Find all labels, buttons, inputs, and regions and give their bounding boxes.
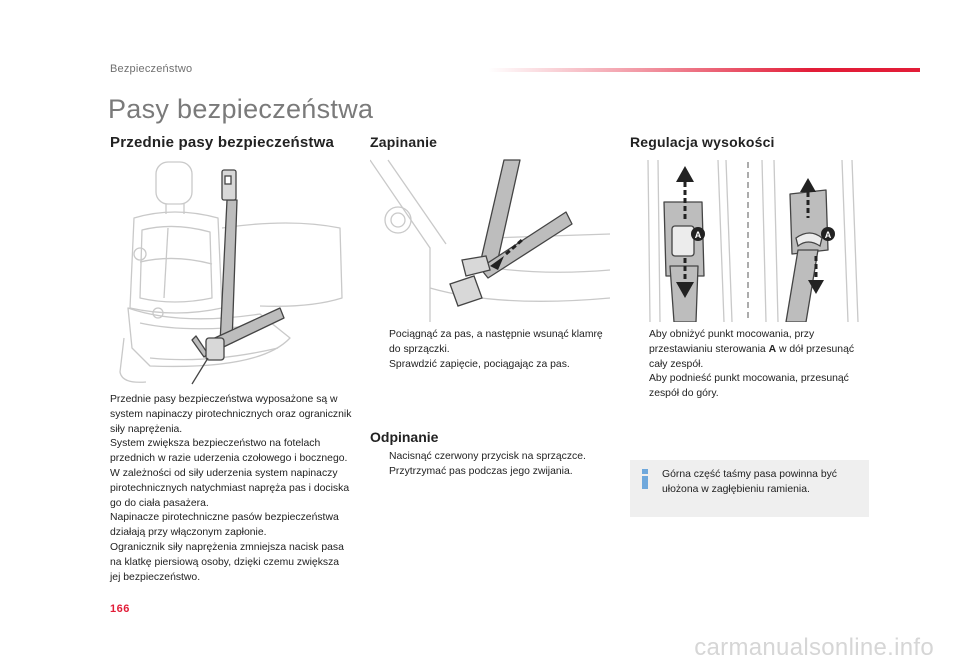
list-item-text: Aby obniżyć punkt mocowania, przy przestawianiu sterowania xyxy=(649,329,815,355)
heading-front-belts: Przednie pasy bezpieczeństwa xyxy=(110,134,335,151)
label-a-1: A xyxy=(694,230,702,240)
section-header: Bezpieczeństwo xyxy=(110,63,193,75)
list-item xyxy=(630,328,875,372)
list-item-text: w dół przesunąć cały zespół. xyxy=(649,343,855,370)
list-item-text: Sprawdzić zapięcie, pociągając za pas. xyxy=(389,358,570,370)
control-key-label: A xyxy=(768,343,777,355)
label-a-2: A xyxy=(824,230,832,240)
list-item xyxy=(370,328,610,358)
paragraph: Napinacze pirotechniczne pasów bezpieczeństwa działają przy włączonym zapłonie. xyxy=(110,512,339,539)
watermark: carmanualsonline.info xyxy=(694,634,934,661)
list-item xyxy=(630,372,875,402)
info-note-box xyxy=(630,460,869,517)
paragraph: System zwiększa bezpieczeństwo na fotelach przednich w razie uderzenia czołowego i bocznego. W zależności od siły uderzenia system napinaczy pirotechnicznych natychmiast napręża pas i dociska go do ciała pasażera. xyxy=(110,438,350,509)
heading-height-adjust: Regulacja wysokości xyxy=(630,134,775,150)
paragraph: Ogranicznik siły naprężenia zmniejsza nacisk pasa na klatkę piersiową osoby, dzięki czemu zwiększa jej bezpieczeństwo. xyxy=(110,541,344,583)
height-steps xyxy=(630,328,875,402)
page-title: Pasy bezpieczeństwa xyxy=(108,94,374,124)
list-item xyxy=(370,358,610,373)
page-number: 166 xyxy=(110,603,130,615)
fasten-steps xyxy=(370,328,610,372)
front-belts-description xyxy=(110,393,352,585)
info-note-text: Górna część taśmy pasa powinna być ułożona w zagłębieniu ramienia. xyxy=(662,469,837,495)
paragraph: Przednie pasy bezpieczeństwa wyposażone są w system napinaczy pirotechnicznych oraz ogranicznik siły naprężenia. xyxy=(110,394,352,435)
list-item-text: Nacisnąć czerwony przycisk na sprzączce. xyxy=(389,451,586,462)
list-item-text: Pociągnąć za pas, a następnie wsunąć klamrę do sprzączki. xyxy=(389,329,603,355)
list-item-text: Aby podnieść punkt mocowania, przesunąć zespół do góry. xyxy=(649,373,849,400)
header-accent-rule xyxy=(488,68,920,72)
list-item-text: Przytrzymać pas podczas jego zwijania. xyxy=(389,465,573,477)
heading-fastening: Zapinanie xyxy=(370,134,438,150)
release-steps xyxy=(370,450,610,480)
height-adjust-illustration xyxy=(630,158,870,322)
seat-belt-illustration xyxy=(110,158,350,390)
buckle-illustration xyxy=(370,158,610,322)
list-item xyxy=(370,450,610,465)
list-item xyxy=(370,465,610,480)
heading-release: Odpinanie xyxy=(370,429,439,445)
info-icon xyxy=(638,469,652,489)
